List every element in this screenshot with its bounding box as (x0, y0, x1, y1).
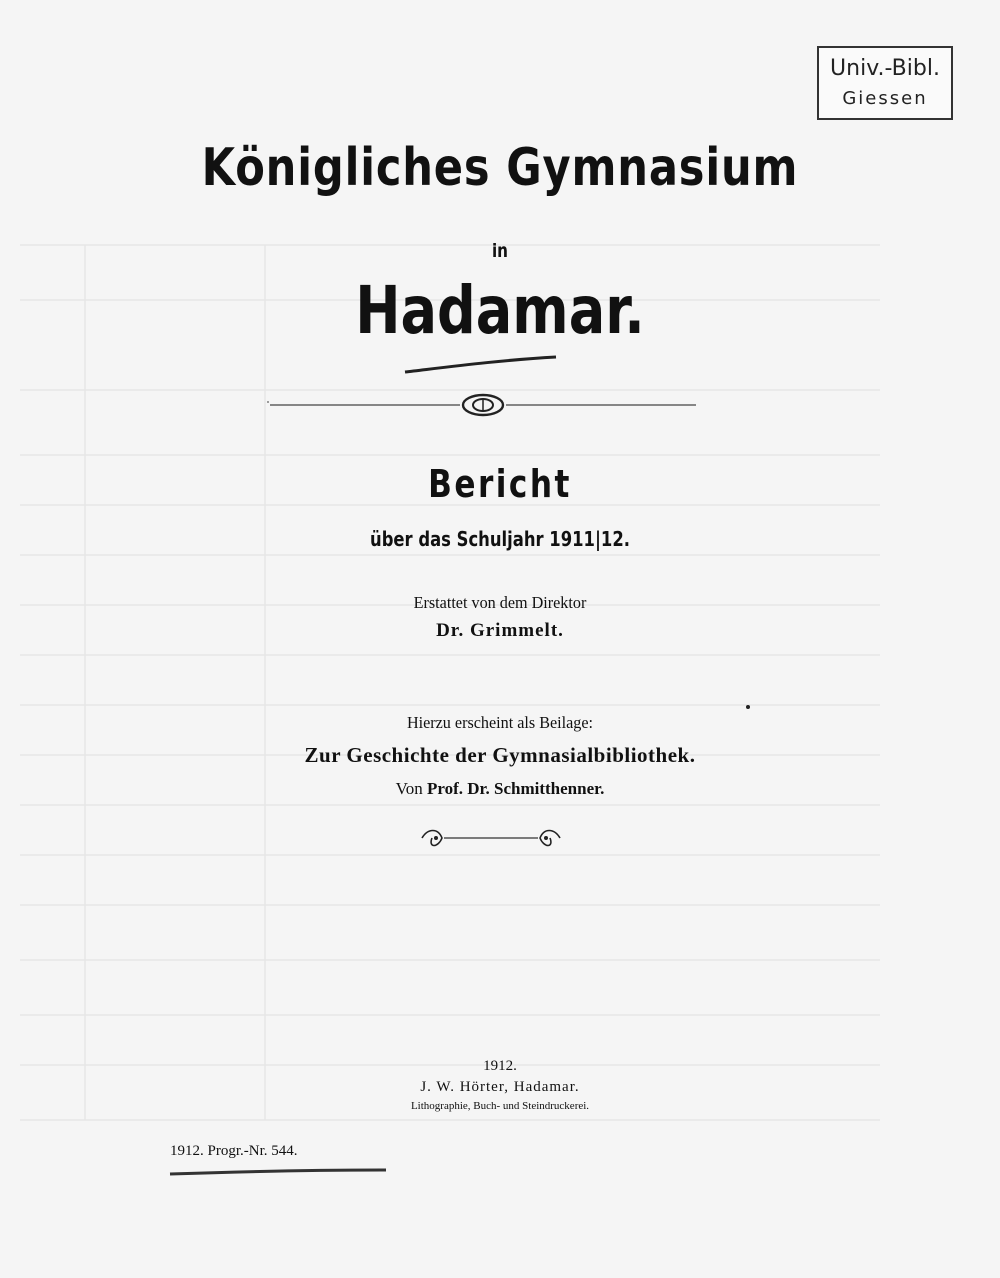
author-name: Prof. Dr. Schmitthenner. (426, 779, 605, 798)
library-stamp (817, 46, 953, 120)
supplement-intro: Hierzu erscheint als Beilage: (406, 713, 594, 732)
flourish-ornament (418, 826, 564, 850)
report-heading: Bericht (428, 462, 572, 506)
stamp-line-2: Giessen (842, 88, 928, 109)
imprint-printer-description: Lithographie, Buch- und Steindruckerei. (410, 1100, 590, 1112)
report-subheading: über das Schuljahr 1911|12. (370, 527, 630, 551)
author-prefix: Von (395, 779, 423, 798)
imprint-year: 1912. (483, 1058, 517, 1074)
program-number: 1912. Progr.-Nr. 544. (170, 1143, 298, 1159)
imprint-printer: J. W. Hörter, Hadamar. (420, 1079, 580, 1095)
submitted-by-label: Erstattet von dem Direktor (413, 593, 587, 612)
director-name: Dr. Grimmelt. (436, 620, 564, 641)
supplement-title: Zur Geschichte der Gymnasialbibliothek. (304, 743, 696, 767)
school-title: Königliches Gymnasium (201, 138, 799, 198)
place-title: Hadamar. (355, 272, 645, 349)
title-connector: in (491, 240, 509, 262)
stamp-line-1: Univ.-Bibl. (830, 56, 940, 81)
supplement-author-line (0, 779, 1000, 799)
divider-ornament (270, 392, 696, 420)
